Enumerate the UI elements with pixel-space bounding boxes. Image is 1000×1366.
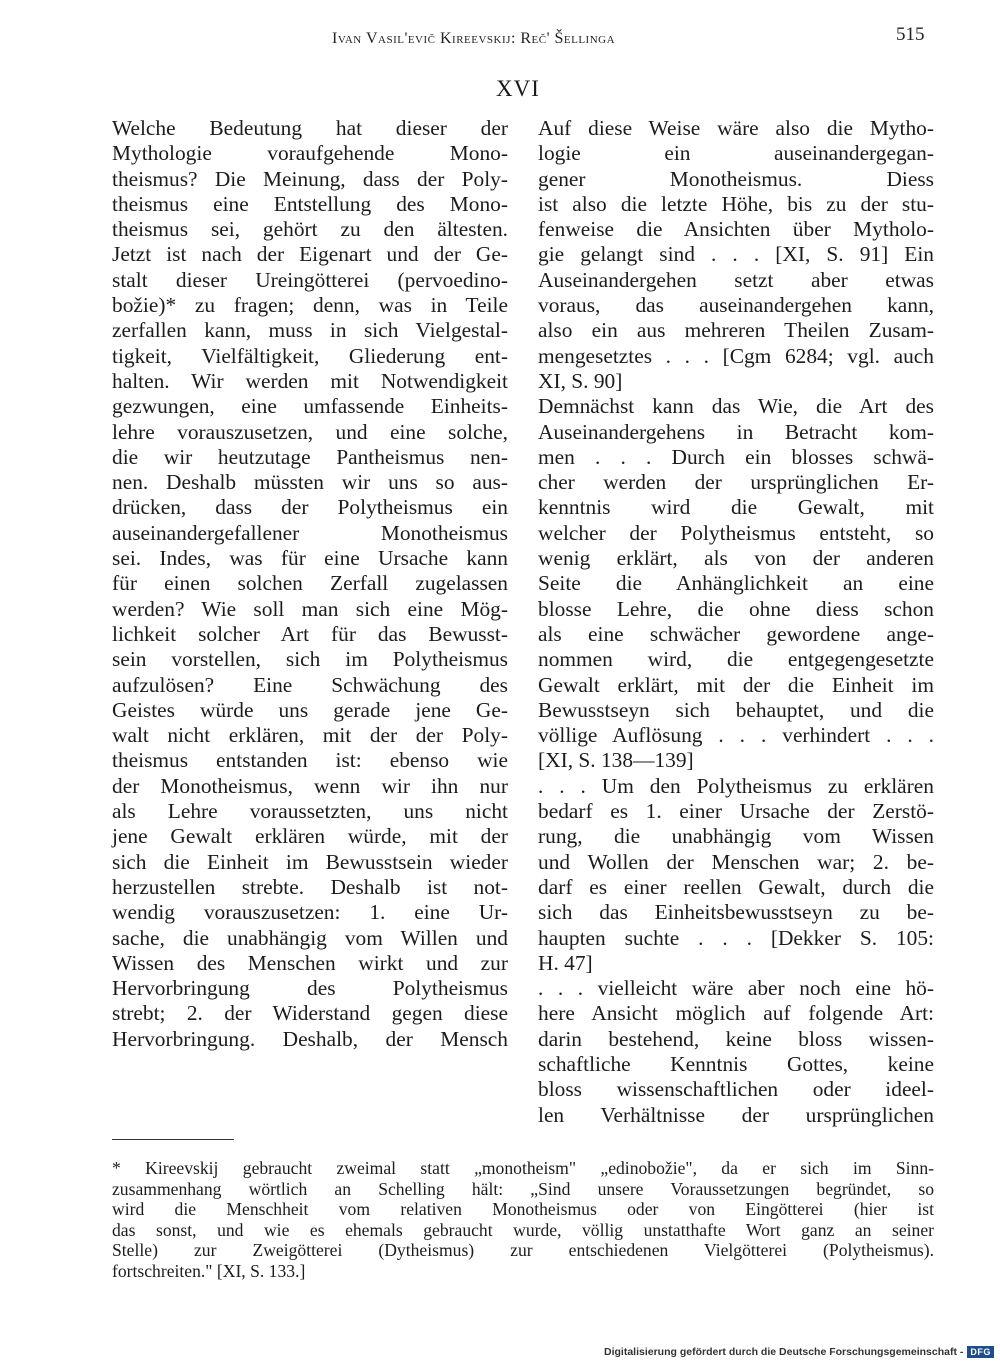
text-line: nommen wird, die entgegengesetzte — [538, 647, 934, 672]
dfg-logo-icon: DFG — [967, 1346, 994, 1358]
text-line: Mythologie voraufgehende Mono- — [112, 141, 508, 166]
text-line: fenweise die Ansichten über Mytholo- — [538, 217, 934, 242]
footnote-line: wird die Menschheit vom relativen Monotheismus oder von Eingötterei (hier ist — [112, 1199, 934, 1220]
text-line: tigkeit, Vielfältigkeit, Gliederung ent- — [112, 343, 508, 368]
text-line: walt nicht erklären, mit der der Poly- — [112, 723, 508, 748]
text-line: len Verhältnisse der ursprünglichen — [538, 1102, 934, 1127]
text-line: sich die Einheit im Bewusstsein wieder — [112, 849, 508, 874]
text-line: nen. Deshalb müssten wir uns so aus- — [112, 470, 508, 495]
text-line: also ein aus mehreren Theilen Zusam- — [538, 318, 934, 343]
text-line: Wissen des Menschen wirkt und zur — [112, 950, 508, 975]
text-line: zerfallen kann, muss in sich Vielgestal- — [112, 318, 508, 343]
text-line: darf es einer reellen Gewalt, durch die — [538, 874, 934, 899]
text-line: Auf diese Weise wäre also die Mytho- — [538, 116, 934, 140]
digitization-credit — [604, 1346, 994, 1358]
text-line: drücken, dass der Polytheismus ein — [112, 495, 508, 520]
text-line: haupten suchte . . . [Dekker S. 105: — [538, 925, 934, 950]
text-line: sei. Indes, was für eine Ursache kann — [112, 546, 508, 571]
text-line: theismus eine Entstellung des Mono- — [112, 191, 508, 216]
text-line: als eine schwächer gewordene ange- — [538, 621, 934, 646]
page-number: 515 — [896, 24, 925, 45]
text-line: lehre vorauszusetzen, und eine solche, — [112, 419, 508, 444]
text-line: Bewusstseyn sich behauptet, und die — [538, 697, 934, 722]
text-line: voraus, das auseinandergehen kann, — [538, 293, 934, 318]
text-line: und Wollen der Menschen war; 2. be- — [538, 849, 934, 874]
footnote-line: zusammenhang wörtlich an Schelling hält: „Sind unsere Voraussetzungen begründet, so — [112, 1178, 934, 1199]
left-column — [112, 116, 508, 1052]
text-line: men . . . Durch ein blosses schwä- — [538, 444, 934, 469]
text-line: strebt; 2. der Widerstand gegen diese — [112, 1001, 508, 1026]
text-line: lichkeit solcher Art für das Bewusst- — [112, 621, 508, 646]
text-line: mengesetztes . . . [Cgm 6284; vgl. auch — [538, 343, 934, 368]
text-line: völlige Auflösung . . . verhindert . . . — [538, 723, 934, 748]
text-line: Welche Bedeutung hat dieser der — [112, 116, 508, 140]
text-line: wenig erklärt, als von der anderen — [538, 546, 934, 571]
text-line: . . . Um den Polytheismus zu erklären — [538, 773, 934, 798]
text-line: blosse Lehre, die ohne diess schon — [538, 596, 934, 621]
running-header: Ivan Vasil'evič Kireevskij: Reč' Šellinga — [332, 30, 616, 47]
text-line: Hervorbringung des Polytheismus — [112, 976, 508, 1001]
text-line: theismus? Die Meinung, dass der Poly- — [112, 166, 508, 191]
text-line: werden? Wie soll man sich eine Mög- — [112, 596, 508, 621]
section-title: XVI — [496, 76, 540, 101]
text-line: ist also die letzte Höhe, bis zu der stu- — [538, 191, 934, 216]
text-line: [XI, S. 138—139] — [538, 748, 694, 773]
text-line: die wir heutzutage Pantheismus nen- — [112, 444, 508, 469]
right-column — [538, 116, 934, 1128]
text-line: gie gelangt sind . . . [XI, S. 91] Ein — [538, 242, 934, 267]
text-line: sache, die unabhängig vom Willen und — [112, 925, 508, 950]
text-line: H. 47] — [538, 950, 593, 975]
text-line: der Monotheismus, wenn wir ihn nur — [112, 773, 508, 798]
text-line: halten. Wir werden mit Notwendigkeit — [112, 368, 508, 393]
text-line: aufzulösen? Eine Schwächung des — [112, 672, 508, 697]
footnote-line: das sonst, und wie es ehemals gebraucht wurde, völlig unstatthafte Wort ganz an seiner — [112, 1219, 934, 1240]
text-line: welcher der Polytheismus entsteht, so — [538, 520, 934, 545]
text-line: kenntnis wird die Gewalt, mit — [538, 495, 934, 520]
text-line: jene Gewalt erklären würde, mit der — [112, 824, 508, 849]
text-line: Demnächst kann das Wie, die Art des — [538, 394, 934, 419]
text-line: theismus sei, gehört zu den ältesten. — [112, 217, 508, 242]
text-line: logie ein auseinandergegan- — [538, 141, 934, 166]
text-line: darin bestehend, keine bloss wissen- — [538, 1026, 934, 1051]
footnote-line: Stelle) zur Zweigötterei (Dytheismus) zur entschiedenen Vielgötterei (Polytheismus). — [112, 1240, 934, 1261]
text-line: rung, die unabhängig vom Wissen — [538, 824, 934, 849]
text-line: . . . vielleicht wäre aber noch eine hö- — [538, 976, 934, 1001]
text-line: herzustellen strebte. Deshalb ist not- — [112, 874, 508, 899]
text-line: für einen solchen Zerfall zugelassen — [112, 571, 508, 596]
text-line: Auseinandergehens in Betracht kom- — [538, 419, 934, 444]
text-line: gezwungen, eine umfassende Einheits- — [112, 394, 508, 419]
footnote-divider — [112, 1139, 234, 1140]
text-line: Seite die Anhänglichkeit an eine — [538, 571, 934, 596]
text-line: Auseinandergehen setzt aber etwas — [538, 267, 934, 292]
text-line: cher werden der ursprünglichen Er- — [538, 470, 934, 495]
text-line: sich das Einheitsbewusstseyn zu be- — [538, 900, 934, 925]
text-line: bloss wissenschaftlichen oder ideel- — [538, 1077, 934, 1102]
credit-text: Digitalisierung gefördert durch die Deutsche Forschungsgemeinschaft - — [604, 1346, 964, 1358]
text-line: Gewalt erklärt, mit der die Einheit im — [538, 672, 934, 697]
text-line: sein vorstellen, sich im Polytheismus — [112, 647, 508, 672]
text-line: theismus entstanden ist: ebenso wie — [112, 748, 508, 773]
text-line: bedarf es 1. einer Ursache der Zerstö- — [538, 799, 934, 824]
text-line: wendig vorauszusetzen: 1. eine Ur- — [112, 900, 508, 925]
text-line: schaftliche Kenntnis Gottes, keine — [538, 1051, 934, 1076]
text-line: Geistes würde uns gerade jene Ge- — [112, 697, 508, 722]
text-line: Jetzt ist nach der Eigenart und der Ge- — [112, 242, 508, 267]
text-line: here Ansicht möglich auf folgende Art: — [538, 1001, 934, 1026]
text-line: Hervorbringung. Deshalb, der Mensch — [112, 1026, 508, 1051]
footnote-line: * Kireevskij gebraucht zweimal statt „monotheism" „edinobožie", da er sich im Sinn- — [112, 1158, 934, 1178]
text-line: gener Monotheismus. Diess — [538, 166, 934, 191]
footnote-line: fortschreiten." [XI, S. 133.] — [112, 1260, 306, 1281]
text-line: stalt dieser Ureingötterei (pervoedino- — [112, 267, 508, 292]
text-line: božie)* zu fragen; denn, was in Teile — [112, 293, 508, 318]
text-line: auseinandergefallener Monotheismus — [112, 520, 508, 545]
text-line: als Lehre voraussetzten, uns nicht — [112, 799, 508, 824]
footnote — [112, 1158, 934, 1282]
text-line: XI, S. 90] — [538, 368, 623, 393]
